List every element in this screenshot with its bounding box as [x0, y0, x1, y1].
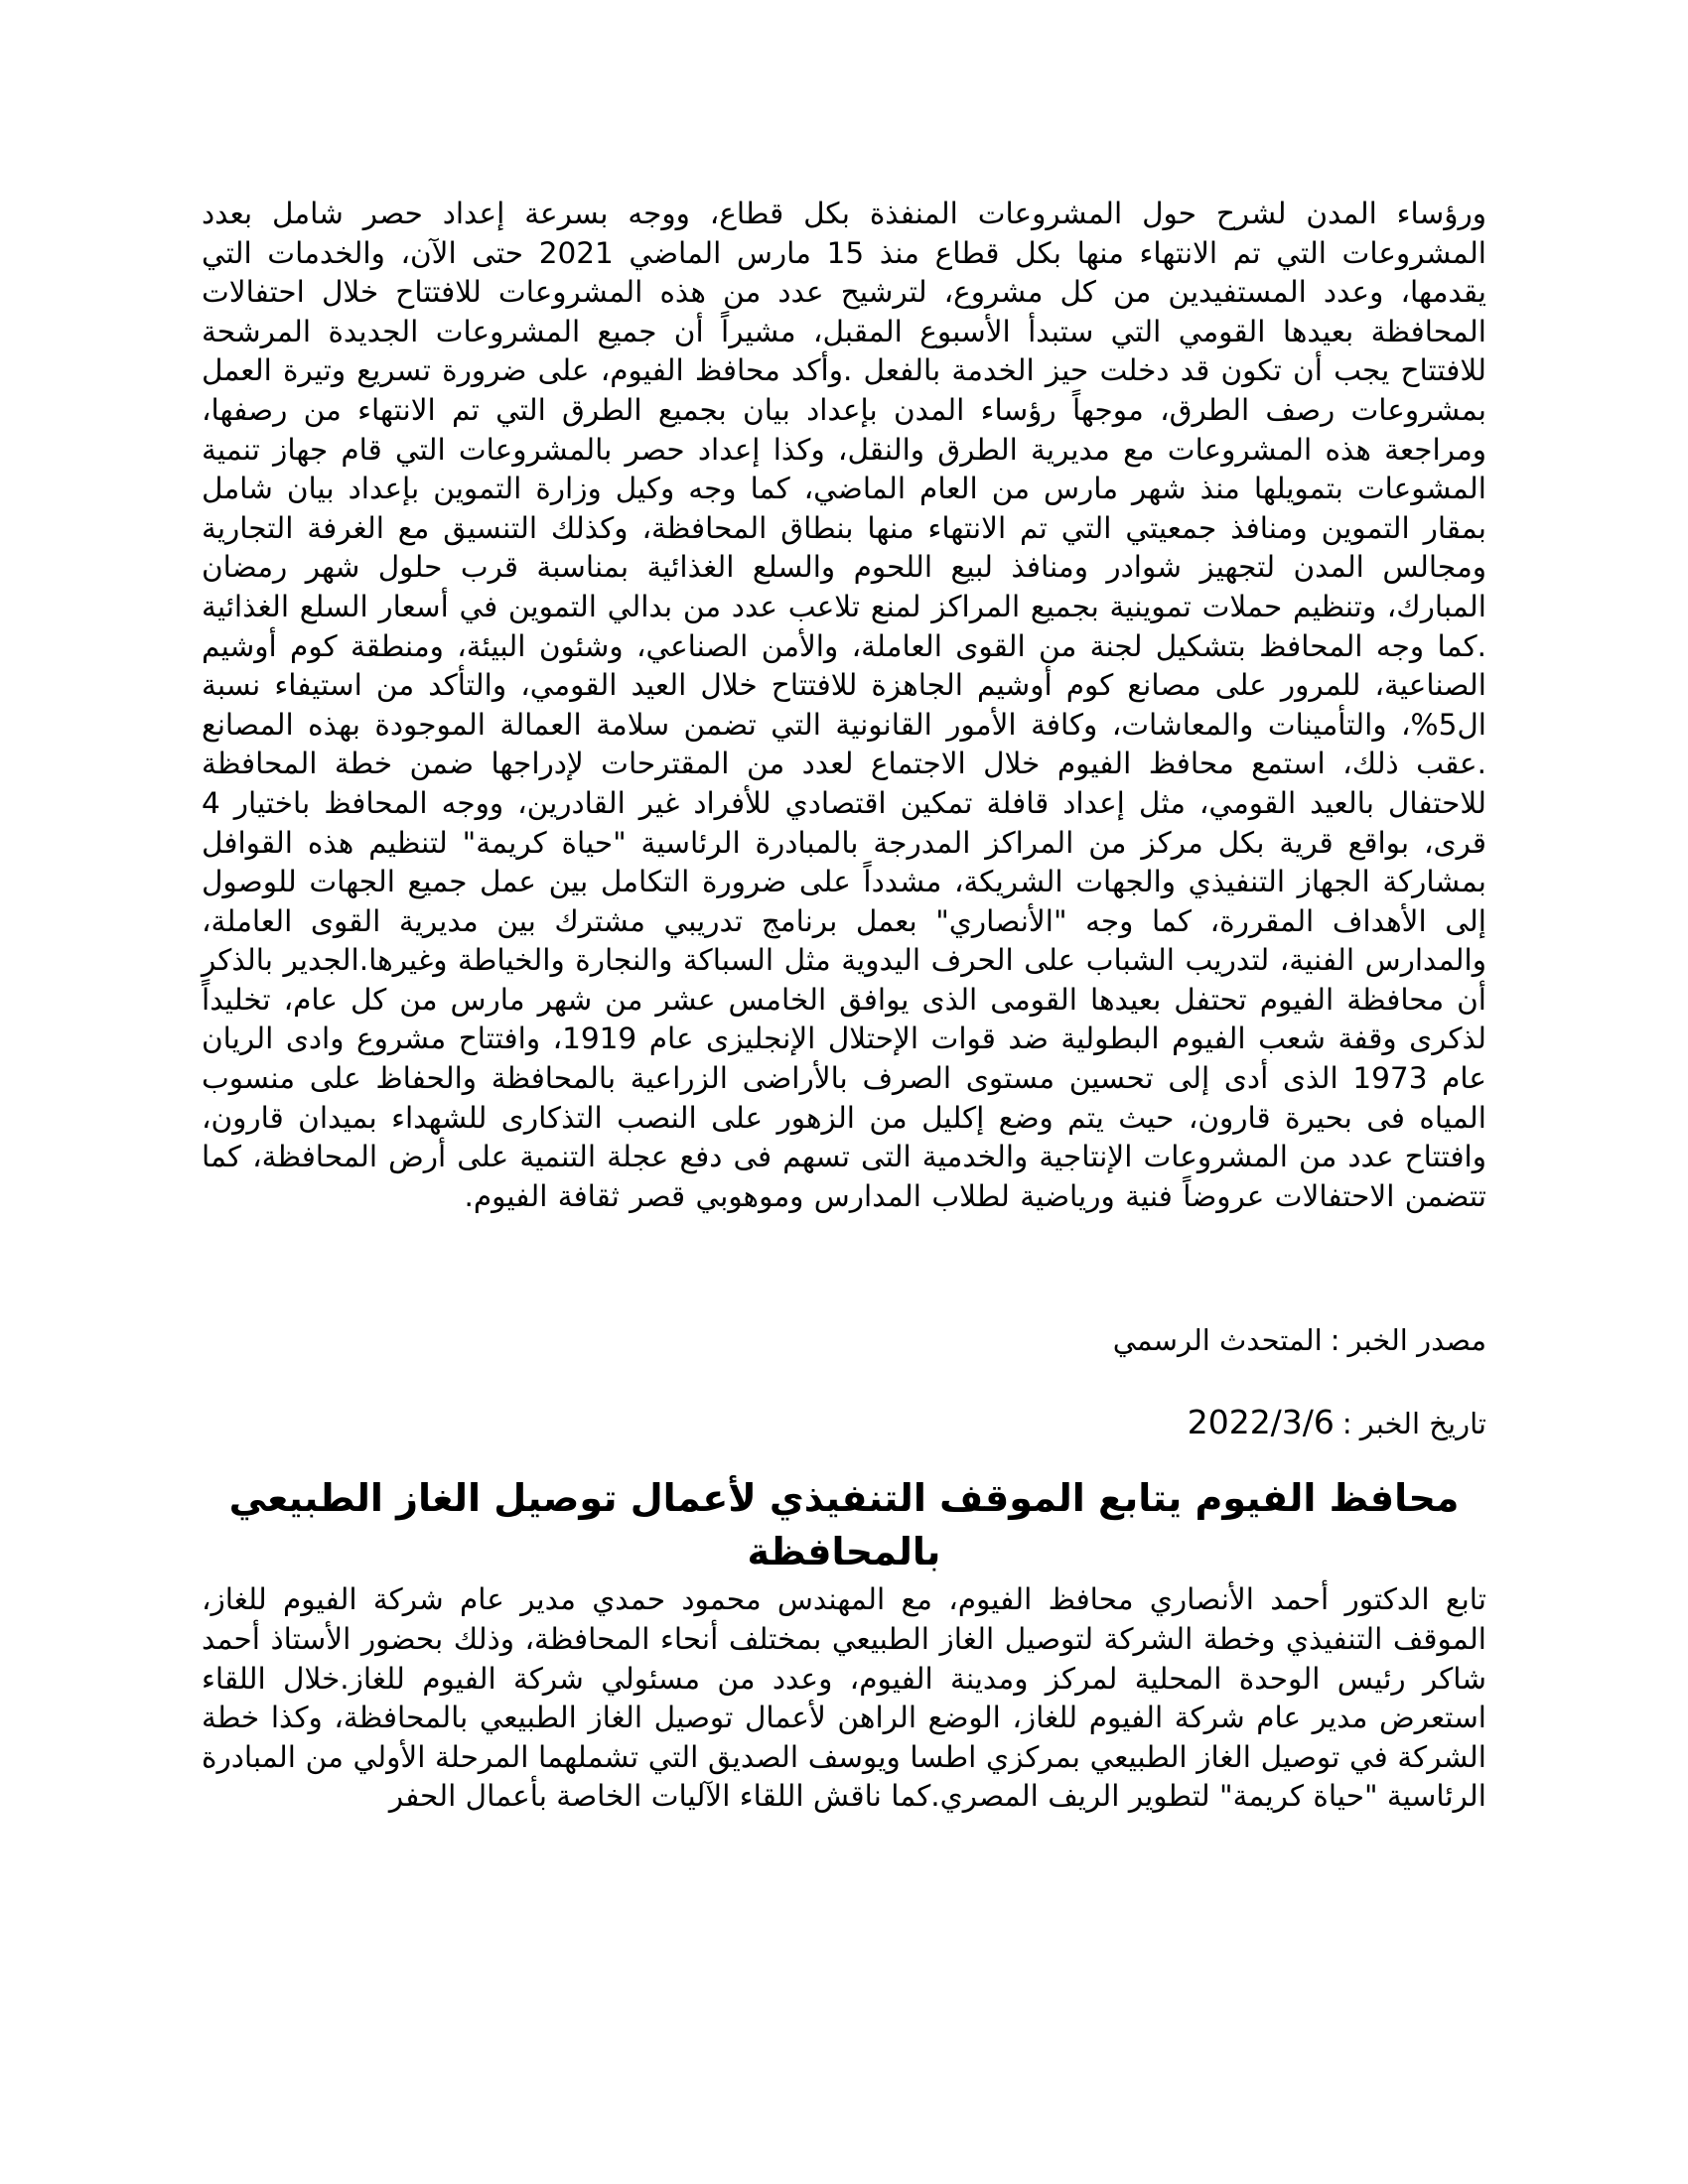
- news-source-value: المتحدث الرسمي: [1112, 1323, 1323, 1358]
- news-date-value: 2022/3/6: [1187, 1403, 1335, 1442]
- news-source-separator: :: [1330, 1323, 1340, 1358]
- article-headline: محافظ الفيوم يتابع الموقف التنفيذي لأعمال توصيل الغاز الطبيعي بالمحافظة: [228, 1476, 1460, 1574]
- news-source-label: مصدر الخبر: [1347, 1323, 1486, 1358]
- news-date-separator: :: [1341, 1407, 1352, 1441]
- article-next-paragraph: تابع الدكتور أحمد الأنصاري محافظ الفيوم، مع المهندس محمود حمدي مدير عام شركة الفيوم للغاز، الموقف التنفيذي وخطة الشركة لتوصيل الغاز الطبيعي بمختلف أنحاء المحافظة، وذلك بحضور الأستاذ أحمد شاكر رئيس الوحدة المحلية لمركز ومدينة الفيوم، وعدد من مسئولي شركة الفيوم للغاز.خلال اللقاء استعرض مدير عام شركة الفيوم للغاز، الوضع الراهن لأعمال توصيل الغاز الطبيعي بالمحافظة، وكذا خطة الشركة في توصيل الغاز الطبيعي بمركزي اطسا ويوسف الصديق التي تشملهما المرحلة الأولي من المبادرة الرئاسية "حياة كريمة" لتطوير الريف المصري.كما ناقش اللقاء الآليات الخاصة بأعمال الحفر: [202, 1582, 1486, 1814]
- document-page: [202, 195, 1486, 1817]
- news-date-line: [202, 1403, 1486, 1443]
- news-source-line: [202, 1320, 1486, 1360]
- news-date-label: تاريخ الخبر: [1359, 1407, 1486, 1441]
- article-continued-paragraph: ورؤساء المدن لشرح حول المشروعات المنفذة بكل قطاع، ووجه بسرعة إعداد حصر شامل بعدد المشروعات التي تم الانتهاء منها بكل قطاع منذ 15 مارس الماضي 2021 حتى الآن، والخدمات التي يقدمها، وعدد المستفيدين من كل مشروع، لترشيح عدد من هذه المشروعات للافتتاح خلال احتفالات المحافظة بعيدها القومي التي ستبدأ الأسبوع المقبل، مشيراً أن جميع المشروعات الجديدة المرشحة للافتتاح يجب أن تكون قد دخلت حيز الخدمة بالفعل .وأكد محافظ الفيوم، على ضرورة تسريع وتيرة العمل بمشروعات رصف الطرق، موجهاً رؤساء المدن بإعداد بيان بجميع الطرق التي تم الانتهاء من رصفها، ومراجعة هذه المشروعات مع مديرية الطرق والنقل، وكذا إعداد حصر بالمشروعات التي قام جهاز تنمية المشوعات بتمويلها منذ شهر مارس من العام الماضي، كما وجه وكيل وزارة التموين بإعداد بيان شامل بمقار التموين ومنافذ جمعيتي التي تم الانتهاء منها بنطاق المحافظة، وكذلك التنسيق مع الغرفة التجارية ومجالس المدن لتجهيز شوادر ومنافذ لبيع اللحوم والسلع الغذائية بمناسبة قرب حلول شهر رمضان المبارك، وتنظيم حملات تموينية بجميع المراكز لمنع تلاعب عدد من بدالي التموين في أسعار السلع الغذائية .كما وجه المحافظ بتشكيل لجنة من القوى العاملة، والأمن الصناعي، وشئون البيئة، ومنطقة كوم أوشيم الصناعية، للمرور على مصانع كوم أوشيم الجاهزة للافتتاح خلال العيد القومي، والتأكد من استيفاء نسبة ال5%، والتأمينات والمعاشات، وكافة الأمور القانونية التي تضمن سلامة العمالة الموجودة بهذه المصانع .عقب ذلك، استمع محافظ الفيوم خلال الاجتماع لعدد من المقترحات لإدراجها ضمن خطة المحافظة للاحتفال بالعيد القومي، مثل إعداد قافلة تمكين اقتصادي للأفراد غير القادرين، ووجه المحافظ باختيار 4 قرى، بواقع قرية بكل مركز من المراكز المدرجة بالمبادرة الرئاسية "حياة كريمة" لتنظيم هذه القوافل بمشاركة الجهاز التنفيذي والجهات الشريكة، مشدداً على ضرورة التكامل بين عمل جميع الجهات للوصول إلى الأهداف المقررة، كما وجه "الأنصاري" بعمل برنامج تدريبي مشترك بين مديرية القوى العاملة، والمدارس الفنية، لتدريب الشباب على الحرف اليدوية مثل السباكة والنجارة والخياطة وغيرها.الجدير بالذكر أن محافظة الفيوم تحتفل بعيدها القومى الذى يوافق الخامس عشر من شهر مارس من كل عام، تخليداً لذكرى وقفة شعب الفيوم البطولية ضد قوات الإحتلال الإنجليزى عام 1919، وافتتاح مشروع وادى الريان عام 1973 الذى أدى إلى تحسين مستوى الصرف بالأراضى الزراعية بالمحافظة والحفاظ على منسوب المياه فى بحيرة قارون، حيث يتم وضع إكليل من الزهور على النصب التذكارى للشهداء بميدان قارون، وافتتاح عدد من المشروعات الإنتاجية والخدمية التى تسهم فى دفع عجلة التنمية على أرض المحافظة، كما تتضمن الاحتفالات عروضاً فنية ورياضية لطلاب المدارس وموهوبي قصر ثقافة الفيوم.: [202, 197, 1487, 1213]
